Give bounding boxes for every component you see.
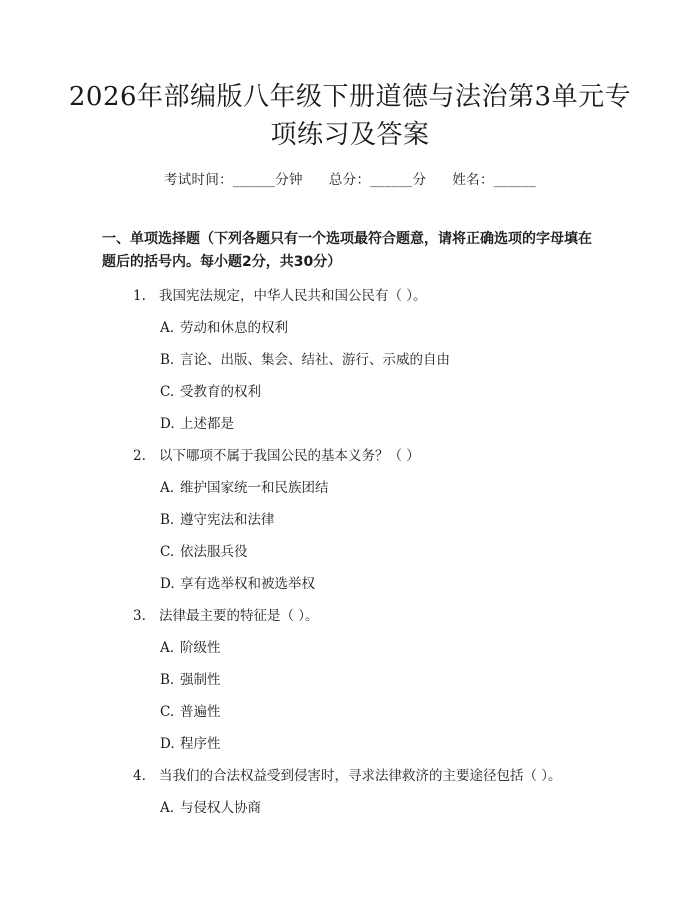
exam-time-field: 考试时间：______分钟 <box>163 172 303 188</box>
option-letter: B. <box>160 672 175 688</box>
question-number: 1. <box>133 288 146 304</box>
option-4a <box>160 796 261 816</box>
option-letter: D. <box>160 576 175 592</box>
option-2d <box>160 572 315 592</box>
total-score-field: 总分：______分 <box>328 172 427 188</box>
option-text: 维护国家统一和民族团结 <box>180 480 329 496</box>
option-letter: B. <box>160 512 175 528</box>
option-2c <box>160 540 248 560</box>
option-1d <box>160 412 234 432</box>
option-letter: A. <box>160 800 175 816</box>
option-1c <box>160 380 261 400</box>
option-letter: C. <box>160 384 175 400</box>
student-name-field: 姓名：______ <box>452 172 537 188</box>
question-text: 我国宪法规定，中华人民共和国公民有（ ）。 <box>159 288 427 304</box>
option-text: 遵守宪法和法律 <box>180 512 275 528</box>
option-1b <box>160 348 450 368</box>
option-letter: A. <box>160 640 175 656</box>
option-3d <box>160 732 221 752</box>
question-number: 4. <box>133 768 146 784</box>
question-text: 以下哪项不属于我国公民的基本义务？（ ） <box>159 448 420 464</box>
option-text: 与侵权人协商 <box>180 800 261 816</box>
option-letter: D. <box>160 416 175 432</box>
option-letter: A. <box>160 480 175 496</box>
option-letter: A. <box>160 320 175 336</box>
question-2 <box>133 444 420 464</box>
option-letter: D. <box>160 736 175 752</box>
option-1a <box>160 316 288 336</box>
option-text: 强制性 <box>180 672 221 688</box>
option-2a <box>160 476 329 496</box>
option-text: 上述都是 <box>180 416 234 432</box>
question-number: 3. <box>133 608 146 624</box>
option-3b <box>160 668 221 688</box>
question-text: 当我们的合法权益受到侵害时，寻求法律救济的主要途径包括（ ）。 <box>159 768 562 784</box>
option-text: 程序性 <box>180 736 221 752</box>
question-1 <box>133 284 427 304</box>
option-letter: B. <box>160 352 175 368</box>
option-2b <box>160 508 275 528</box>
option-text: 享有选举权和被选举权 <box>180 576 315 592</box>
option-text: 受教育的权利 <box>180 384 261 400</box>
question-4 <box>133 764 562 784</box>
option-text: 依法服兵役 <box>180 544 248 560</box>
option-3c <box>160 700 221 720</box>
option-letter: C. <box>160 704 175 720</box>
option-3a <box>160 636 221 656</box>
option-text: 普遍性 <box>180 704 221 720</box>
exam-info-line <box>0 168 700 188</box>
option-text: 阶级性 <box>180 640 221 656</box>
option-text: 言论、出版、集会、结社、游行、示威的自由 <box>180 352 450 368</box>
option-letter: C. <box>160 544 175 560</box>
question-3 <box>133 604 319 624</box>
section-heading: 一、单项选择题（下列各题只有一个选项最符合题意，请将正确选项的字母填在题后的括号内。每小题2分，共30分） <box>102 231 592 270</box>
option-text: 劳动和休息的权利 <box>180 320 288 336</box>
question-number: 2. <box>133 448 146 464</box>
question-text: 法律最主要的特征是（ ）。 <box>159 608 319 624</box>
document-title: 2026年部编版八年级下册道德与法治第3单元专项练习及答案 <box>68 82 632 150</box>
